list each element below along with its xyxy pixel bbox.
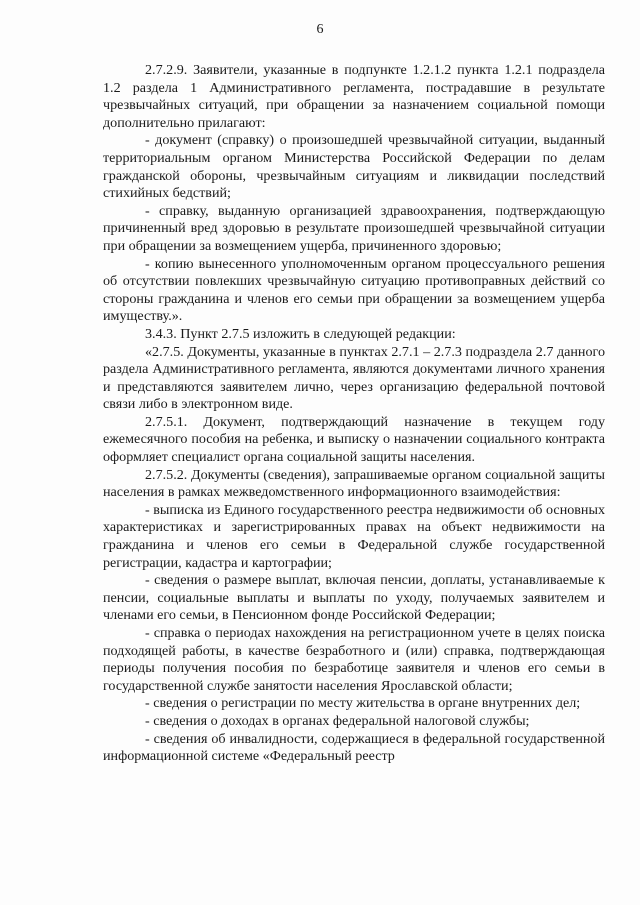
list-item: - сведения о доходах в органах федеральной налоговой службы; (145, 712, 530, 729)
list-item: - документ (справку) о произошедшей чрезвычайной ситуации, выданный территориальным органом Министерства Российской Федерации по делам гражданской обороны, чрезвычайным ситуациям и ликвидации последствий стихийных бедствий; (103, 132, 605, 202)
paragraph-2-7-5-2: 2.7.5.2. Документы (сведения), запрашиваемые органом социальной защиты населения в рамках межведомственного информационного взаимодействия: (103, 466, 605, 501)
paragraph-2-7-2-9: 2.7.2.9. Заявители, указанные в подпункте 1.2.1.2 пункта 1.2.1 подраздела 1.2 раздела 1 Административного регламента, пострадавшие в результате чрезвычайных ситуаций, при обращении за назначением социальной помощи дополнительно прилагают: (103, 62, 605, 131)
list-item: - копию вынесенного уполномоченным органом процессуального решения об отсутствии повлекших чрезвычайную ситуацию противоправных действий со стороны гражданина и членов его семьи при обращении за возмещением ущерба имуществу.». (103, 255, 605, 325)
page-number: 6 (316, 22, 324, 37)
paragraph-2-7-5-1: 2.7.5.1. Документ, подтверждающий назначение в текущем году ежемесячного пособия на ребенка, и выписку о назначении социального контракта оформляет специалист органа социальной защиты населения. (103, 413, 605, 466)
list-item: - справку, выданную организацией здравоохранения, подтверждающую причиненный вред здоровью в результате произошедшей чрезвычайной ситуации при обращении за возмещением ущерба, причиненного здоровью; (103, 202, 605, 254)
list-item: - справка о периодах нахождения на регистрационном учете в целях поиска подходящей работы, в качестве безработного и (или) справка, подтверждающая периоды получения пособия по безработице заявителя и членов его семьи в государственной службе занятости населения Ярославской области; (103, 625, 605, 694)
list-item: - выписка из Единого государственного реестра недвижимости об основных характеристиках и зарегистрированных правах на объект недвижимости на гражданина и членов его семьи в Федеральной службе государственной регистрации, кадастра и картографии; (103, 501, 605, 571)
paragraph-3-4-3: 3.4.3. Пункт 2.7.5 изложить в следующей редакции: (145, 325, 456, 342)
list-item: - сведения о регистрации по месту жительства в органе внутренних дел; (145, 695, 581, 712)
document-body (103, 62, 605, 766)
paragraph-2-7-5: «2.7.5. Документы, указанные в пунктах 2.7.1 – 2.7.3 подраздела 2.7 данного раздела Административного регламента, являются документами личного хранения и представляются заявителем лично, через организацию федеральной почтовой связи либо в электронном виде. (103, 343, 605, 413)
list-item: - сведения об инвалидности, содержащиеся в федеральной государственной информационной системе «Федеральный реестр (103, 730, 605, 765)
list-item: - сведения о размере выплат, включая пенсии, доплаты, устанавливаемые к пенсии, социальные выплаты и выплаты по уходу, получаемых заявителем и членами его семьи, в Пенсионном фонде Российской Федерации; (103, 572, 605, 624)
